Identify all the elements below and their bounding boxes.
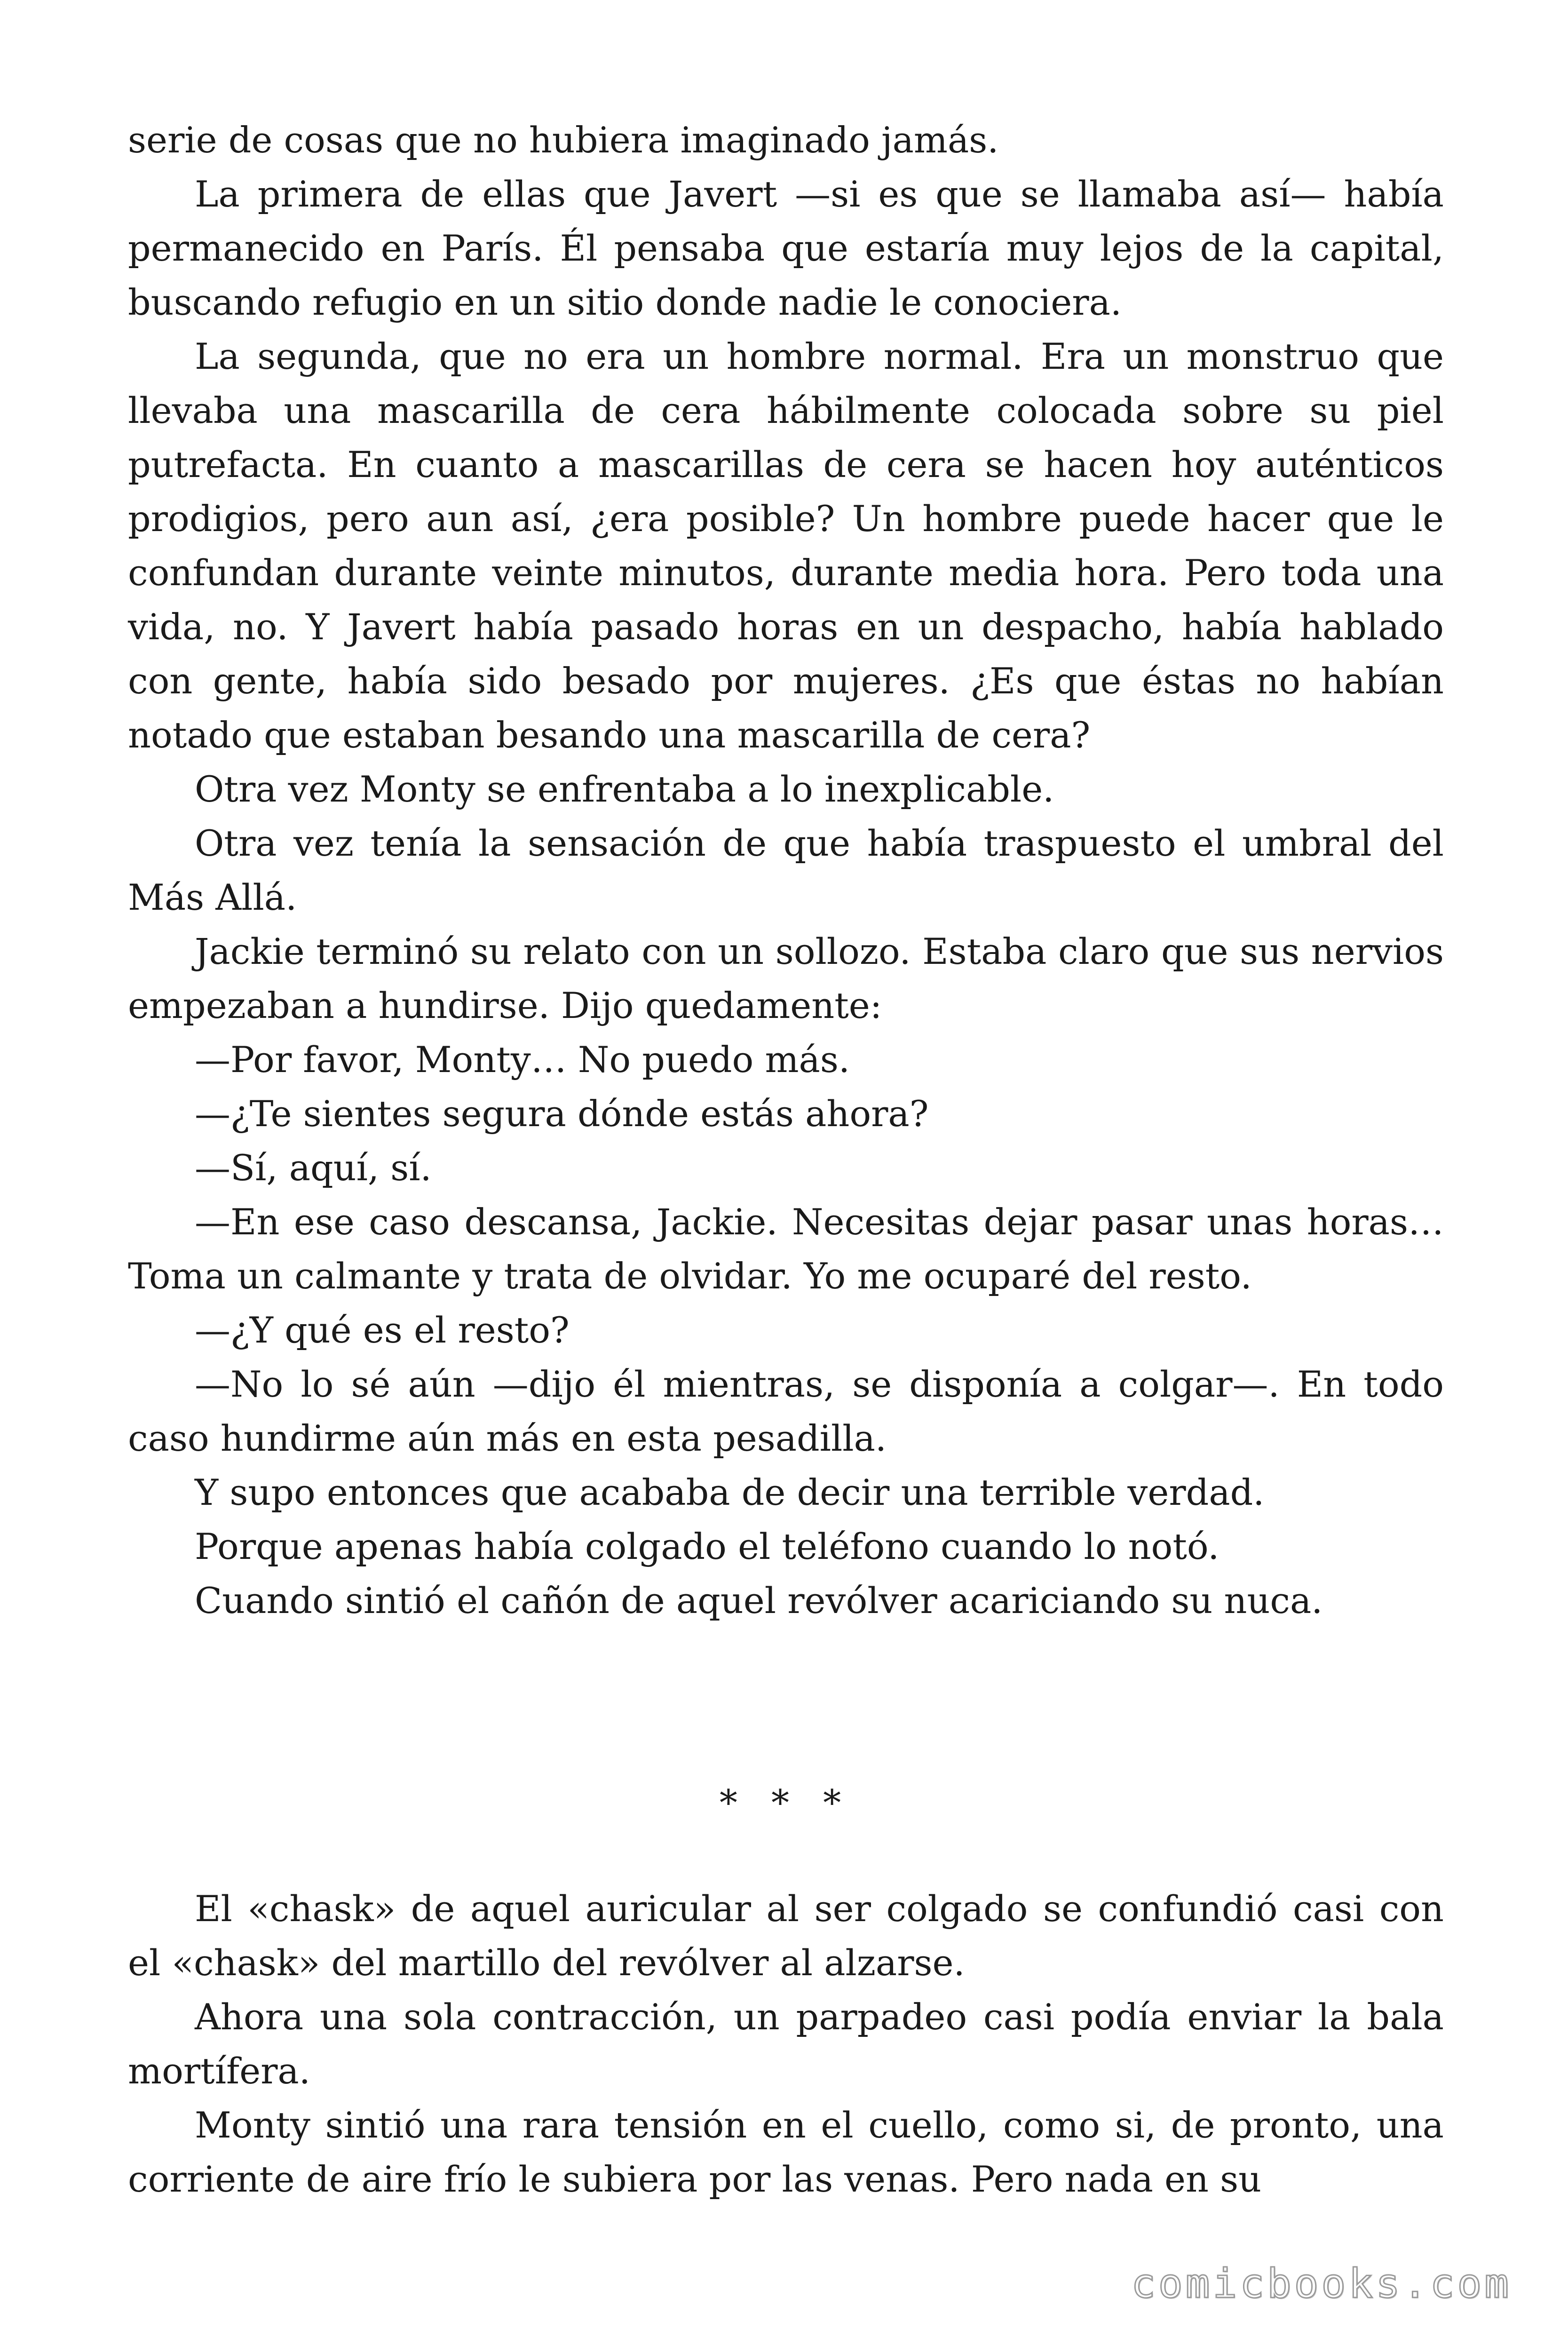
watermark: comicbooks.com — [1131, 2260, 1512, 2307]
paragraph: —Sí, aquí, sí. — [195, 1147, 432, 1189]
text-block-bottom — [128, 1882, 1444, 2206]
paragraph: Jackie terminó su relato con un sollozo. Estaba claro que sus nervios empezaban a hundirse. Dijo quedamente: — [128, 930, 1444, 1026]
paragraph: Y supo entonces que acababa de decir una terrible verdad. — [195, 1471, 1265, 1513]
paragraph: —No lo sé aún —dijo él mientras, se disponía a colgar—. En todo caso hundirme aún más en esta pesadilla. — [128, 1363, 1444, 1459]
paragraph: La primera de ellas que Javert —si es que se llamaba así— había permanecido en París. Él pensaba que estaría muy lejos de la capital, buscando refugio en un sitio donde nadie le conociera. — [128, 173, 1444, 323]
paragraph: serie de cosas que no hubiera imaginado jamás. — [128, 119, 999, 161]
text-block-top — [128, 113, 1444, 1628]
paragraph: Otra vez Monty se enfrentaba a lo inexplicable. — [195, 768, 1054, 810]
paragraph: La segunda, que no era un hombre normal. Era un monstruo que llevaba una mascarilla de cera hábilmente colocada sobre su piel putrefacta. En cuanto a mascarillas de cera se hacen hoy auténticos prodigios, pero aun así, ¿era posible? Un hombre puede hacer que le confundan durante veinte minutos, durante media hora. Pero toda una vida, no. Y Javert había pasado horas en un despacho, había hablado con gente, había sido besado por mujeres. ¿Es que éstas no habían notado que estaban besando una mascarilla de cera? — [128, 335, 1444, 756]
paragraph: Monty sintió una rara tensión en el cuello, como si, de pronto, una corriente de aire frío le subiera por las venas. Pero nada en su — [128, 2104, 1444, 2200]
paragraph: Otra vez tenía la sensación de que había traspuesto el umbral del Más Allá. — [128, 822, 1444, 918]
paragraph: El «chask» de aquel auricular al ser colgado se confundió casi con el «chask» del martillo del revólver al alzarse. — [128, 1888, 1444, 1984]
paragraph: —¿Te sientes segura dónde estás ahora? — [195, 1093, 929, 1135]
paragraph: Ahora una sola contracción, un parpadeo casi podía enviar la bala mortífera. — [128, 1996, 1444, 2092]
paragraph: Cuando sintió el cañón de aquel revólver acariciando su nuca. — [195, 1580, 1323, 1621]
scene-break: * * * — [719, 1782, 853, 1824]
paragraph: —¿Y qué es el resto? — [195, 1309, 570, 1351]
paragraph: —En ese caso descansa, Jackie. Necesitas dejar pasar unas horas… Toma un calmante y trata de olvidar. Yo me ocuparé del resto. — [128, 1201, 1444, 1297]
paragraph: —Por favor, Monty… No puedo más. — [195, 1039, 850, 1081]
paragraph: Porque apenas había colgado el teléfono cuando lo notó. — [195, 1526, 1220, 1567]
